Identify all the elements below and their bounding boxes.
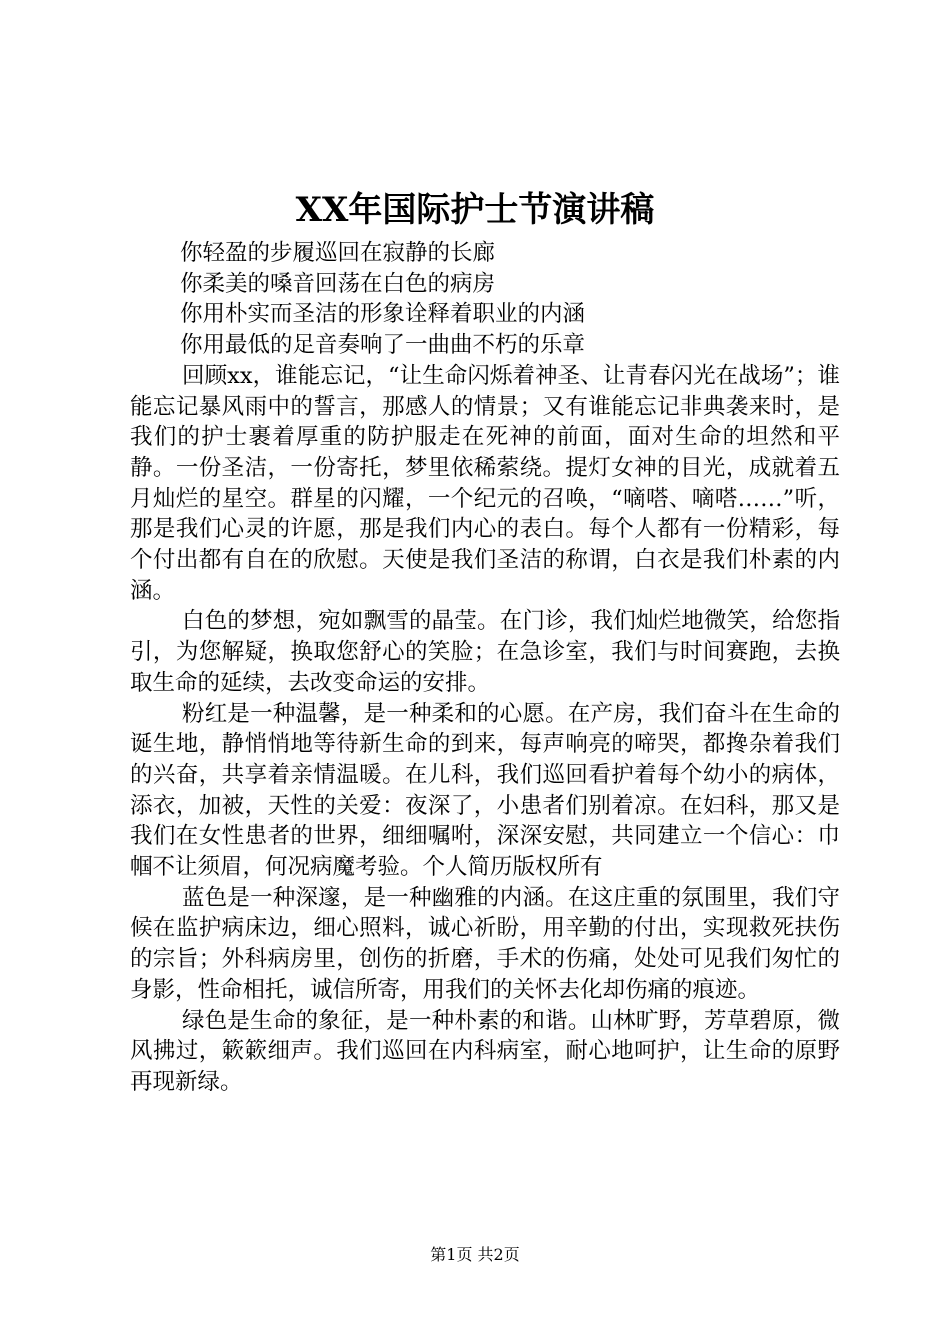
paragraph-green: 绿色是生命的象征，是一种朴素的和谐。山林旷野，芳草碧原，微风拂过，簌簌细声。我们巡回在内科病室，耐心地呵护，让生命的原野再现新绿。 [130, 1007, 840, 1095]
poem-line: 你用最低的足音奏响了一曲曲不朽的乐章 [180, 332, 586, 359]
document-body [130, 238, 840, 1098]
poem-line: 你用朴实而圣洁的形象诠释着职业的内涵 [180, 301, 586, 328]
paragraph-blue: 蓝色是一种深邃，是一种幽雅的内涵。在这庄重的氛围里，我们守候在监护病床边，细心照料，诚心祈盼，用辛勤的付出，实现救死扶伤的宗旨；外科病房里，创伤的折磨，手术的伤痛，处处可见我们匆忙的身影，性命相托，诚信所寄，用我们的关怀去化却伤痛的痕迹。 [130, 884, 840, 1003]
document-title: XX年国际护士节演讲稿 [295, 190, 655, 230]
page-number-footer: 第1页 共2页 [430, 1245, 520, 1264]
poem-line: 你柔美的嗓音回荡在白色的病房 [180, 270, 496, 297]
paragraph-review: 回顾xx，谁能忘记，“让生命闪烁着神圣、让青春闪光在战场”；谁能忘记暴风雨中的誓言，那感人的情景；又有谁能忘记非典袭来时，是我们的护士裹着厚重的防护服走在死神的前面，面对生命的坦然和平静。一份圣洁，一份寄托，梦里依稀萦绕。提灯女神的目光，成就着五月灿烂的星空。群星的闪耀，一个纪元的召唤，“嘀嗒、嘀嗒……”听，那是我们心灵的许愿，那是我们内心的表白。每个人都有一份精彩，每个付出都有自在的欣慰。天使是我们圣洁的称谓，白衣是我们朴素的内涵。 [130, 362, 840, 604]
poem-line: 你轻盈的步履巡回在寂静的长廊 [180, 240, 496, 266]
paragraph-white: 白色的梦想，宛如飘雪的晶莹。在门诊，我们灿烂地微笑，给您指引，为您解疑，换取您舒心的笑脸；在急诊室，我们与时间赛跑，去换取生命的延续，去改变命运的安排。 [130, 608, 840, 696]
paragraph-pink: 粉红是一种温馨，是一种柔和的心愿。在产房，我们奋斗在生命的诞生地，静悄悄地等待新生命的到来，每声响亮的啼哭，都搀杂着我们的兴奋，共享着亲情温暖。在儿科，我们巡回看护着每个幼小的病体，添衣，加被，天性的关爱：夜深了，小患者们别着凉。在妇科，那又是我们在女性患者的世界，细细嘱咐，深深安慰，共同建立一个信心：巾帼不让须眉，何况病魔考验。个人简历版权所有 [130, 700, 840, 881]
